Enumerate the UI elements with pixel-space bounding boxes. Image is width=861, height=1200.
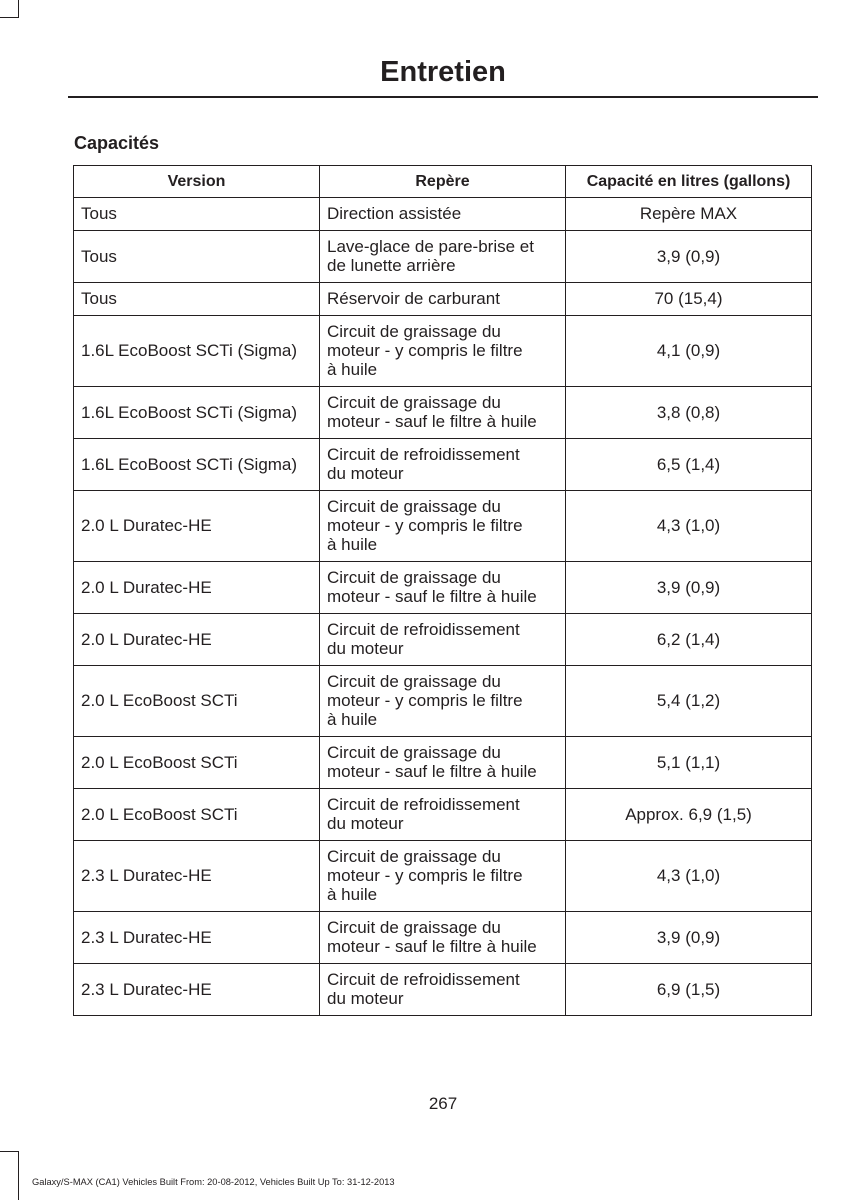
version-cell: 2.0 L EcoBoost SCTi [74, 789, 320, 841]
capacity-cell: 5,4 (1,2) [566, 666, 812, 737]
capacity-cell: 3,9 (0,9) [566, 912, 812, 964]
table-row [74, 198, 812, 231]
table-row [74, 491, 812, 562]
repere-cell: Circuit de graissage du moteur - y compris le filtre à huile [320, 316, 566, 387]
capacity-cell: 3,9 (0,9) [566, 231, 812, 283]
crop-mark-bottom-left-horizontal [0, 1151, 19, 1152]
version-cell: Tous [74, 198, 320, 231]
version-cell: 1.6L EcoBoost SCTi (Sigma) [74, 387, 320, 439]
capacity-cell: 4,1 (0,9) [566, 316, 812, 387]
capacity-cell: 6,5 (1,4) [566, 439, 812, 491]
version-cell: 1.6L EcoBoost SCTi (Sigma) [74, 316, 320, 387]
table-row [74, 614, 812, 666]
repere-cell: Réservoir de carburant [320, 283, 566, 316]
repere-cell: Circuit de graissage du moteur - y compris le filtre à huile [320, 841, 566, 912]
version-cell: Tous [74, 231, 320, 283]
table-row [74, 562, 812, 614]
table-row [74, 283, 812, 316]
repere-cell: Circuit de graissage du moteur - sauf le filtre à huile [320, 912, 566, 964]
table-header-row [74, 166, 812, 198]
page-number: 267 [428, 1094, 458, 1113]
table-row [74, 387, 812, 439]
capacity-cell: 4,3 (1,0) [566, 841, 812, 912]
version-cell: Tous [74, 283, 320, 316]
table-body [74, 198, 812, 1016]
crop-mark-bottom-left-vertical [18, 1151, 19, 1200]
version-cell: 2.0 L Duratec-HE [74, 491, 320, 562]
table-row [74, 789, 812, 841]
column-header-version: Version [74, 166, 320, 198]
version-cell: 2.3 L Duratec-HE [74, 964, 320, 1016]
capacity-cell: Approx. 6,9 (1,5) [566, 789, 812, 841]
table-row [74, 841, 812, 912]
repere-cell: Direction assistée [320, 198, 566, 231]
table-row [74, 737, 812, 789]
version-cell: 2.3 L Duratec-HE [74, 912, 320, 964]
table-row [74, 666, 812, 737]
repere-cell: Circuit de refroidissement du moteur [320, 964, 566, 1016]
version-cell: 2.0 L EcoBoost SCTi [74, 666, 320, 737]
table-row [74, 231, 812, 283]
footer-vehicle-info: Galaxy/S-MAX (CA1) Vehicles Built From: 20-08-2012, Vehicles Built Up To: 31-12-2013 [32, 1177, 395, 1187]
capacity-cell: 5,1 (1,1) [566, 737, 812, 789]
repere-cell: Lave-glace de pare-brise et de lunette arrière [320, 231, 566, 283]
version-cell: 2.0 L Duratec-HE [74, 562, 320, 614]
column-header-repere: Repère [320, 166, 566, 198]
table-row [74, 316, 812, 387]
capacity-cell: Repère MAX [566, 198, 812, 231]
table-row [74, 964, 812, 1016]
capacity-cell: 4,3 (1,0) [566, 491, 812, 562]
table-row [74, 912, 812, 964]
repere-cell: Circuit de refroidissement du moteur [320, 614, 566, 666]
version-cell: 1.6L EcoBoost SCTi (Sigma) [74, 439, 320, 491]
capacities-table [73, 165, 812, 1016]
capacity-cell: 3,9 (0,9) [566, 562, 812, 614]
version-cell: 2.3 L Duratec-HE [74, 841, 320, 912]
crop-mark-top-left-horizontal [0, 17, 19, 18]
capacity-cell: 3,8 (0,8) [566, 387, 812, 439]
repere-cell: Circuit de graissage du moteur - sauf le filtre à huile [320, 562, 566, 614]
table-row [74, 439, 812, 491]
repere-cell: Circuit de graissage du moteur - y compris le filtre à huile [320, 491, 566, 562]
capacity-cell: 70 (15,4) [566, 283, 812, 316]
repere-cell: Circuit de refroidissement du moteur [320, 439, 566, 491]
section-title: Capacités [74, 133, 160, 153]
repere-cell: Circuit de refroidissement du moteur [320, 789, 566, 841]
capacity-cell: 6,9 (1,5) [566, 964, 812, 1016]
repere-cell: Circuit de graissage du moteur - sauf le filtre à huile [320, 387, 566, 439]
repere-cell: Circuit de graissage du moteur - sauf le filtre à huile [320, 737, 566, 789]
version-cell: 2.0 L Duratec-HE [74, 614, 320, 666]
repere-cell: Circuit de graissage du moteur - y compris le filtre à huile [320, 666, 566, 737]
column-header-capacity: Capacité en litres (gallons) [566, 166, 812, 198]
crop-mark-top-left-vertical [18, 0, 19, 18]
version-cell: 2.0 L EcoBoost SCTi [74, 737, 320, 789]
title-divider [68, 96, 818, 98]
page-title: Entretien [380, 56, 506, 88]
capacity-cell: 6,2 (1,4) [566, 614, 812, 666]
